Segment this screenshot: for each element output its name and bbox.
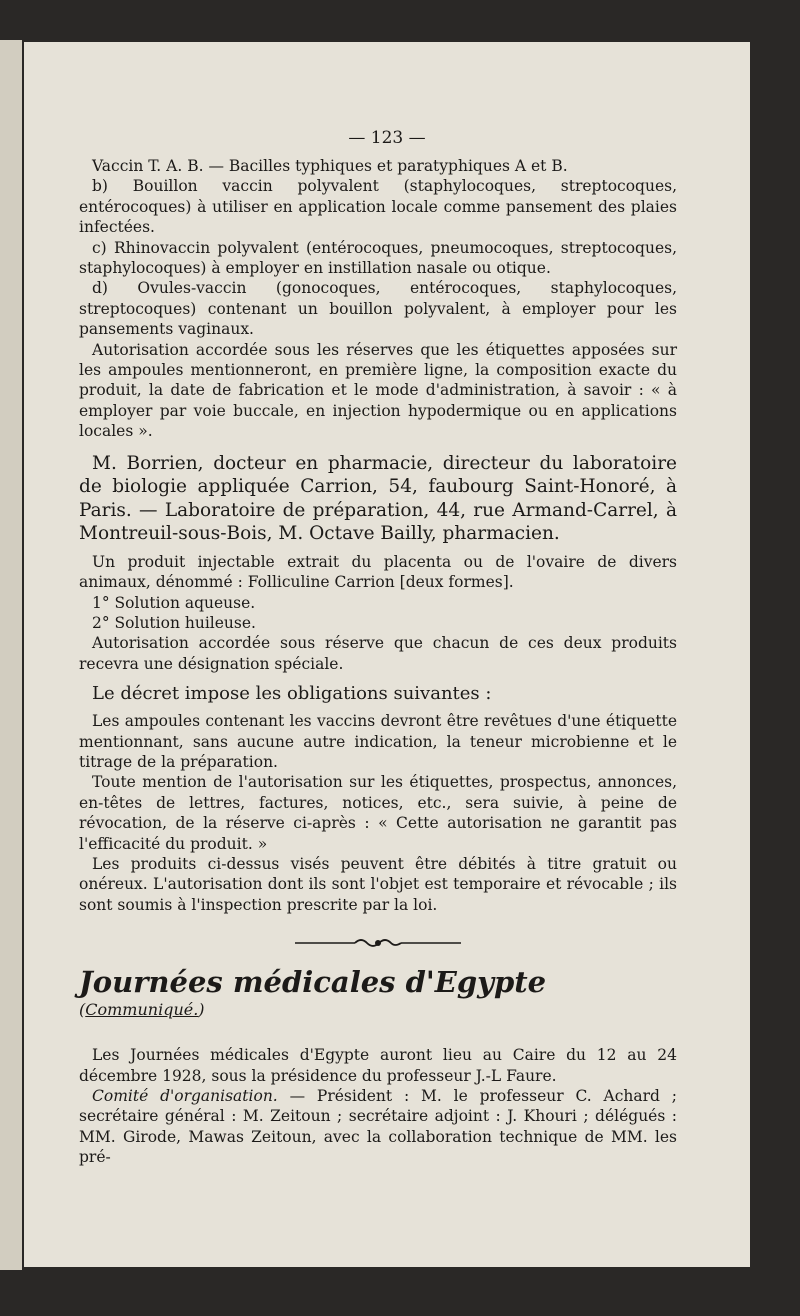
paragraph: b) Bouillon vaccin polyvalent (staphylocoques, streptocoques, entérocoques) à utiliser en application locale comme pansement des plaies infectées. (79, 177, 677, 237)
paragraph: Toute mention de l'autorisation sur les étiquettes, prospectus, annonces, en-têtes de lettres, factures, notices, etc., sera suivie, à peine de révocation, de la réserve ci-après : « Cette autorisation ne garantit pas l'efficacité du produit. » (79, 773, 677, 853)
section-subtitle: (Communiqué.) (79, 1000, 205, 1020)
flourish-icon (293, 936, 463, 950)
paragraph: Les produits ci-dessus visés peuvent être débités à titre gratuit ou onéreux. L'autorisation dont ils sont l'objet est temporaire et révocable ; ils sont soumis à l'inspection prescrite par la loi. (79, 854, 677, 914)
page-number: — 123 — (348, 128, 426, 148)
adjacent-page-edge (0, 40, 22, 1270)
paragraph: c) Rhinovaccin polyvalent (entérocoques, pneumocoques, streptocoques, staphylocoques) à employer en instillation nasale ou otique. (79, 238, 677, 278)
paragraph: Les ampoules contenant les vaccins devront être revêtues d'une étiquette mentionnant, sans aucune autre indication, la teneur microbienne et le titrage de la préparation. (79, 712, 677, 771)
decree-heading: Le décret impose les obligations suivantes : (92, 683, 492, 705)
laboratory-entry: M. Borrien, docteur en pharmacie, directeur du laboratoire de biologie appliquée Carrion, 54, faubourg Saint-Honoré, à Paris. — Laboratoire de préparation, 44, rue Armand-Carrel, à Montreuil-sous-Bois, M. Octave Bailly, pharmacien. (79, 452, 677, 545)
paragraph: Comité d'organisation. — Président : M. le professeur C. Achard ; secrétaire général : M. Zeitoun ; secrétaire adjoint : J. Khouri ; délégués : MM. Girode, Mawas Zeitoun, avec la collaboration technique de MM. les pré- (79, 1087, 678, 1167)
paragraph: Un produit injectable extrait du placenta ou de l'ovaire de divers animaux, dénommé : Folliculine Carrion [deux formes]. (79, 552, 677, 592)
ornament-divider (79, 935, 677, 949)
book-page (24, 42, 750, 1267)
paragraph: Les Journées médicales d'Egypte auront lieu au Caire du 12 au 24 décembre 1928, sous la présidence du professeur J.-L Faure. (79, 1046, 677, 1085)
section-title: Journées médicales d'Egypte (79, 965, 547, 1000)
list-item: 1° Solution aqueuse. (92, 593, 256, 612)
committee-label: Comité d'organisation. (92, 1087, 278, 1105)
paragraph: Autorisation accordée sous réserve que chacun de ces deux produits recevra une désignation spéciale. (79, 634, 677, 673)
list-item: 2° Solution huileuse. (92, 613, 256, 632)
paragraph: d) Ovules-vaccin (gonocoques, entérocoques, staphylocoques, streptocoques) contenant un bouillon polyvalent, à employer pour les pansements vaginaux. (79, 279, 677, 339)
paragraph: Vaccin T. A. B. — Bacilles typhiques et paratyphiques A et B. (92, 157, 568, 175)
page-body (79, 156, 677, 1168)
paragraph: Autorisation accordée sous les réserves que les étiquettes apposées sur les ampoules mentionneront, en première ligne, la composition exacte du produit, la date de fabrication et le mode d'administration, à savoir : « à employer par voie buccale, en injection hypodermique ou en applications locales ». (79, 340, 677, 441)
